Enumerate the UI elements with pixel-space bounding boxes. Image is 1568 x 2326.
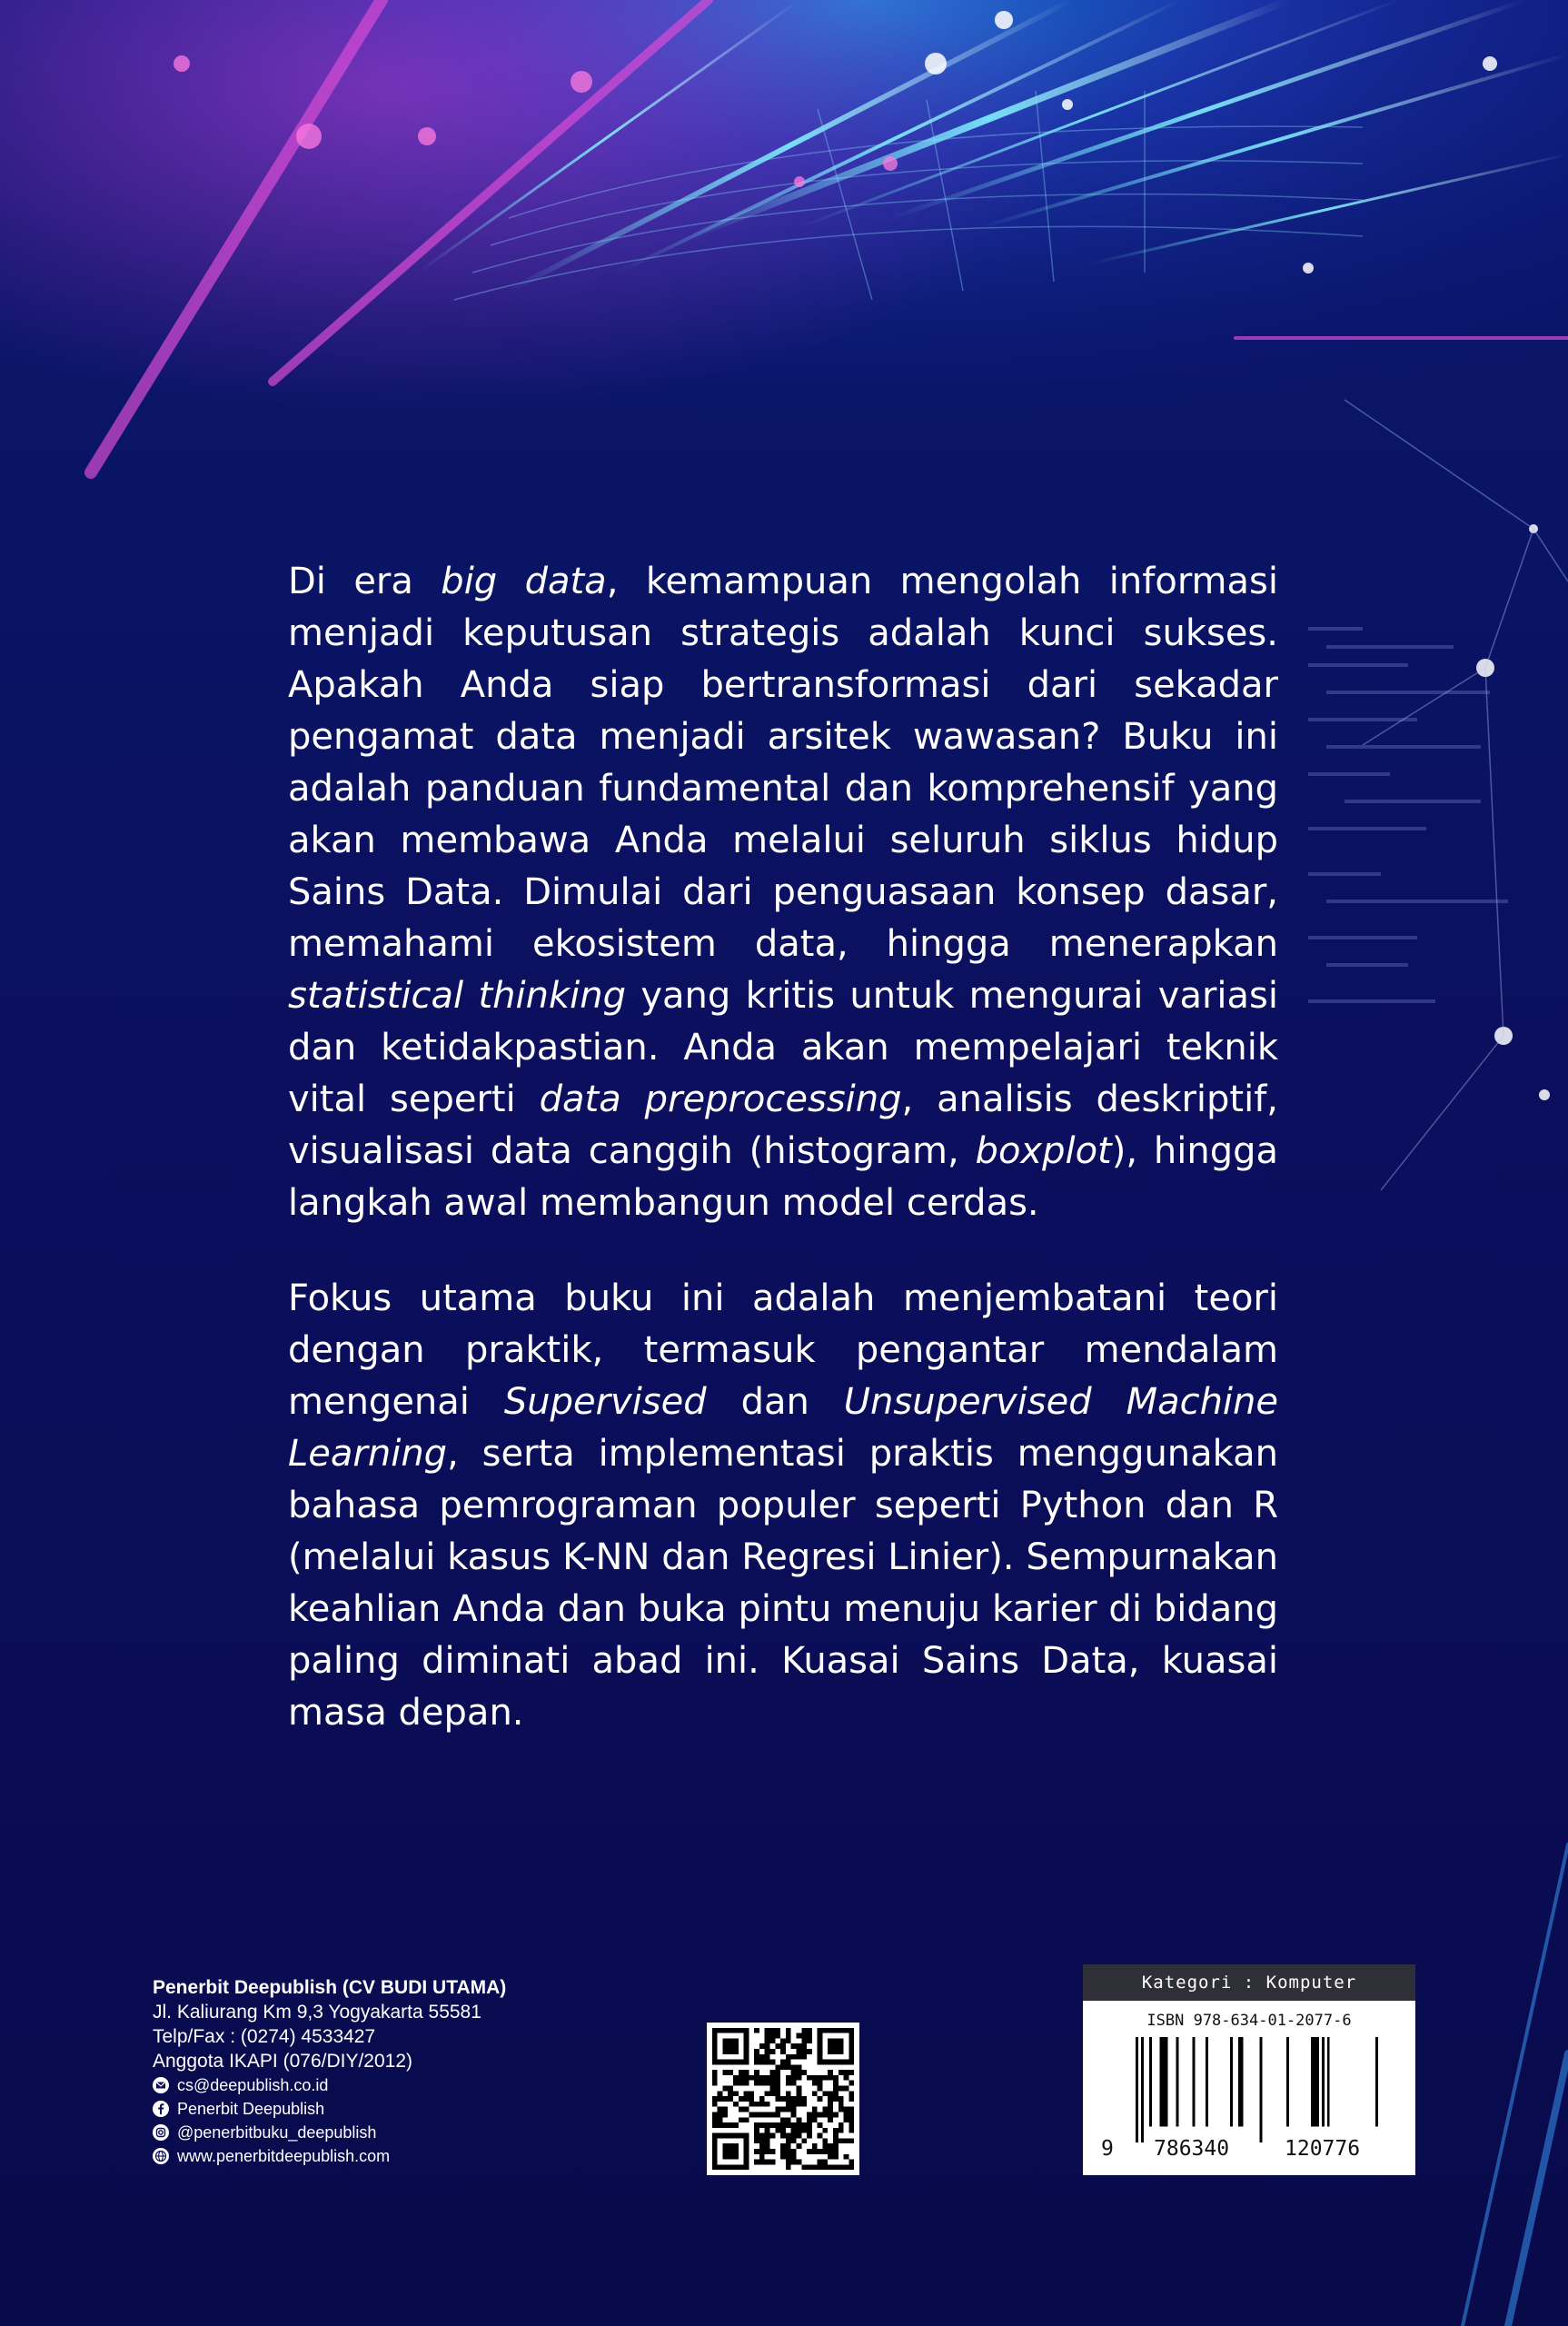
blurb-text-run: Fokus utama buku ini adalah menjembatani teori dengan praktik, termasuk pengantar mendalam mengenai xyxy=(288,1277,1278,1423)
facebook-icon xyxy=(153,2101,169,2117)
publisher-name: Penerbit Deepublish (CV BUDI UTAMA) xyxy=(153,1977,507,1998)
blurb-text-run: ), hingga langkah awal membangun model cerdas. xyxy=(288,1130,1278,1224)
isbn-text: ISBN 978-634-01-2077-6 xyxy=(1146,2012,1352,2030)
instagram-icon xyxy=(153,2124,169,2141)
blurb-text-run: big data xyxy=(441,561,607,602)
barcode-right-digits: 120776 xyxy=(1285,2137,1361,2161)
contact-instagram[interactable] xyxy=(153,2121,625,2144)
barcode-first-digit: 9 xyxy=(1101,2137,1114,2161)
publisher-membership: Anggota IKAPI (076/DIY/2012) xyxy=(153,2051,413,2072)
contact-website-text: www.penerbitdeepublish.com xyxy=(177,2146,391,2165)
blurb-text-run: data preprocessing xyxy=(539,1079,902,1120)
blurb-paragraph-2 xyxy=(288,1273,1278,1739)
blurb-text-run: Di era xyxy=(288,561,442,602)
blurb-paragraph-1 xyxy=(288,556,1278,1229)
back-cover-blurb xyxy=(288,556,1278,1783)
qr-code[interactable] xyxy=(707,2023,859,2175)
globe-icon xyxy=(153,2148,169,2164)
contact-facebook-text: Penerbit Deepublish xyxy=(177,2099,325,2118)
blurb-text-run: boxplot xyxy=(975,1130,1112,1172)
barcode-left-digits: 786340 xyxy=(1154,2137,1230,2161)
email-icon xyxy=(153,2077,169,2093)
contact-instagram-text: @penerbitbuku_deepublish xyxy=(177,2122,377,2142)
contact-facebook[interactable] xyxy=(153,2097,625,2121)
blurb-text-run: yang kritis untuk mengurai variasi dan ketidakpastian. Anda akan mempelajari teknik vital seperti xyxy=(288,975,1278,1120)
blurb-text-run: Unsupervised Machine Learning xyxy=(288,1381,1279,1475)
blurb-text-run: Supervised xyxy=(503,1381,707,1423)
category-label: Kategori : Komputer xyxy=(1083,1964,1415,2001)
blurb-text-run: dan xyxy=(706,1381,844,1423)
publisher-info xyxy=(153,1975,625,2168)
blurb-text-run: statistical thinking xyxy=(288,975,626,1017)
publisher-phone: Telp/Fax : (0274) 4533427 xyxy=(153,2026,376,2047)
contact-website[interactable] xyxy=(153,2144,625,2168)
contact-email-text: cs@deepublish.co.id xyxy=(177,2075,329,2094)
isbn-barcode xyxy=(1136,2037,1392,2142)
blurb-text-run: , kemampuan mengolah informasi menjadi keputusan strategis adalah kunci sukses. Apakah Anda siap bertransformasi dari sekadar pengamat data menjadi arsitek wawasan? Buku ini adalah panduan fundamental dan komprehensif yang akan membawa Anda melalui seluruh siklus hidup Sains Data. Dimulai dari penguasaan konsep dasar, memahami ekosistem data, hingga menerapkan xyxy=(288,561,1278,965)
contact-email[interactable] xyxy=(153,2073,625,2097)
publisher-address: Jl. Kaliurang Km 9,3 Yogyakarta 55581 xyxy=(153,2002,481,2023)
barcode-panel xyxy=(1083,1964,1415,2175)
blurb-text-run: , serta implementasi praktis menggunakan bahasa pemrograman populer seperti Python dan R (melalui kasus K-NN dan Regresi Linier). Sempurnakan keahlian Anda dan buka pintu menuju karier di bidang paling diminati abad ini. Kuasai Sains Data, kuasai masa depan. xyxy=(288,1433,1278,1734)
blurb-text-run: , analisis deskriptif, visualisasi data canggih (histogram, xyxy=(288,1079,1278,1172)
